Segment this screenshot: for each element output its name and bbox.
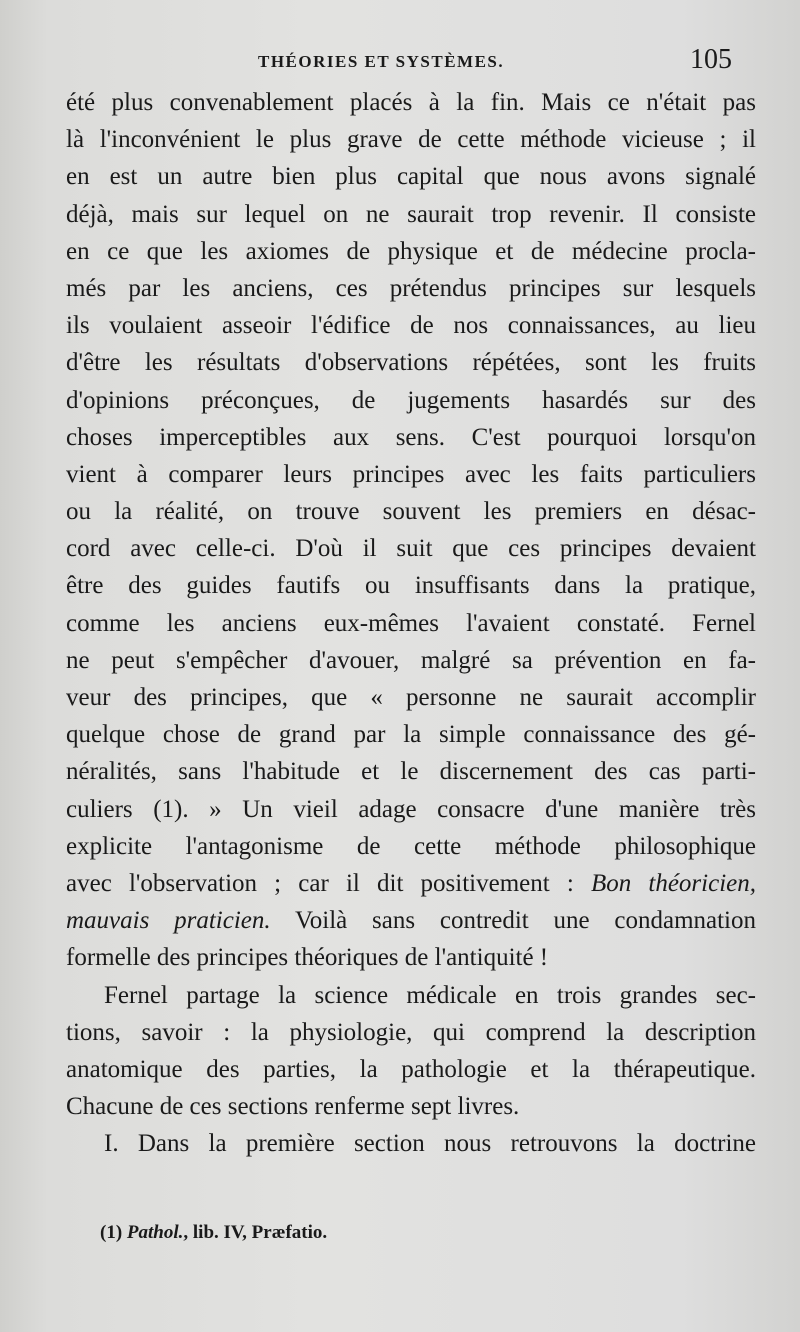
text-line: veur des principes, que « personne ne saurait accomplir [66, 684, 756, 711]
footnote [100, 1222, 327, 1244]
text-line: d'opinions préconçues, de jugements hasardés sur des [66, 386, 756, 414]
text-line: comme les anciens eux-mêmes l'avaient constaté. Fernel [66, 609, 756, 637]
text-line: quelque chose de grand par la simple connaissance des gé- [66, 721, 756, 749]
text-line [66, 902, 756, 939]
line-text: Voilà sans contredit une condamnation [270, 907, 757, 935]
text-line: être des guides fautifs ou insuffisants dans la pratique, [66, 572, 756, 600]
text-line: en est un autre bien plus capital que nous avons signalé [66, 163, 756, 191]
page-number: 105 [690, 44, 732, 75]
text-line: tions, savoir : la physiologie, qui comprend la description [66, 1018, 756, 1046]
text-line: ou la réalité, on trouve souvent les premiers en désac- [66, 498, 756, 526]
text-line: été plus convenablement placés à la fin. Mais ce n'était pas [66, 89, 756, 116]
text-line: Chacune de ces sections renferme sept livres. [66, 1093, 520, 1121]
text-line: déjà, mais sur lequel on ne saurait trop revenir. Il consiste [66, 200, 756, 228]
text-line: més par les anciens, ces prétendus principes sur lesquels [66, 274, 756, 302]
italic-text: mauvais praticien. [66, 907, 271, 935]
footnote-rest: , lib. IV, Præfatio. [183, 1222, 328, 1243]
body-text [66, 84, 756, 1162]
text-line: ils voulaient asseoir l'édifice de nos connaissances, au lieu [66, 312, 756, 340]
running-title: THÉORIES ET SYSTÈMES. [258, 52, 505, 71]
text-line: explicite l'antagonisme de cette méthode philosophique [66, 832, 756, 860]
text-line: d'être les résultats d'observations répétées, sont les fruits [66, 349, 756, 377]
footnote-marker: (1) [100, 1222, 123, 1243]
line-text: avec l'observation ; car il dit positivement : [66, 869, 591, 897]
text-line [66, 865, 756, 902]
text-line: choses imperceptibles aux sens. C'est pourquoi lorsqu'on [66, 423, 756, 451]
text-line: formelle des principes théoriques de l'antiquité ! [66, 944, 549, 972]
text-line: Fernel partage la science médicale en trois grandes sec- [104, 981, 756, 1009]
footnote-source: Pathol. [126, 1222, 184, 1243]
text-line: là l'inconvénient le plus grave de cette méthode vicieuse ; il [66, 126, 756, 154]
italic-text: Bon théoricien, [590, 869, 756, 897]
text-line: ne peut s'empêcher d'avouer, malgré sa prévention en fa- [66, 646, 756, 674]
text-line: en ce que les axiomes de physique et de médecine procla- [66, 237, 756, 265]
text-line: cord avec celle-ci. D'où il suit que ces principes devaient [66, 535, 756, 563]
text-line: néralités, sans l'habitude et le discernement des cas parti- [66, 758, 756, 786]
page-header [0, 44, 800, 84]
text-line: I. Dans la première section nous retrouvons la doctrine [104, 1130, 756, 1158]
text-line: anatomique des parties, la pathologie et la thérapeutique. [66, 1055, 756, 1083]
text-line: vient à comparer leurs principes avec les faits particuliers [66, 460, 756, 488]
text-line: culiers (1). » Un vieil adage consacre d'une manière très [66, 795, 756, 823]
